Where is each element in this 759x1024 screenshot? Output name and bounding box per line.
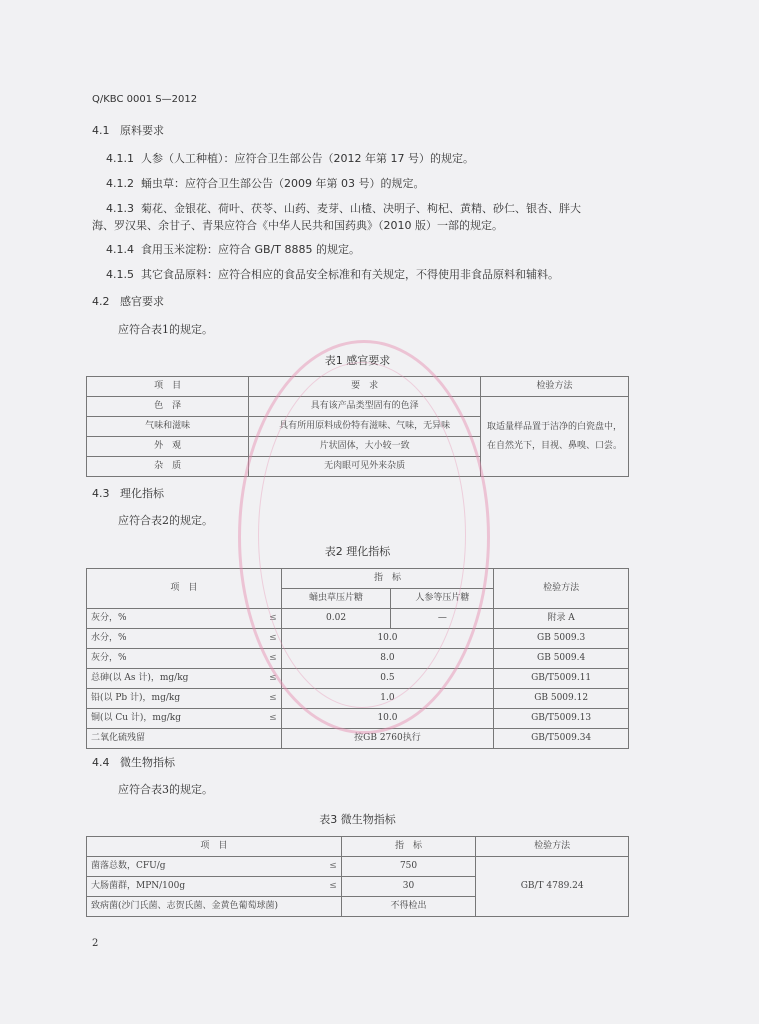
table2-subheader-ginseng: 人参等压片糖 [391, 589, 494, 609]
table3-header-item: 项 目 [87, 837, 342, 857]
table2-caption: 表2 理化指标 [324, 545, 391, 558]
table-row [87, 689, 629, 709]
table2-cell-value: 1.0 [281, 689, 494, 709]
table-row [87, 669, 629, 689]
table3-caption: 表3 微生物指标 [319, 813, 396, 826]
table3-cell-item: 菌落总数，CFU/g [87, 857, 312, 877]
table1-cell-requirement: 具有所用原料成份特有滋味、气味，无异味 [249, 417, 481, 437]
clause-4-1-2 [106, 177, 424, 191]
clause-text: 人参（人工种植）：应符合卫生部公告（2012 年第 17 号）的规定。 [141, 152, 474, 165]
table1-cell-item: 色 泽 [87, 397, 249, 417]
table2-cell-symbol: ≤ [251, 609, 281, 629]
table2-cell-item: 铜(以 Cu 计)，mg/kg [87, 709, 252, 729]
table2-cell-symbol [251, 729, 281, 749]
table2-cell-symbol: ≤ [251, 689, 281, 709]
section-title: 原料要求 [120, 124, 164, 137]
method-line: 在自然光下，目视、鼻嗅、口尝。 [486, 440, 622, 451]
table1-cell-item: 气味和滋味 [87, 417, 249, 437]
table1-cell-requirement: 无肉眼可见外来杂质 [249, 457, 481, 477]
table3-cell-method: GB/T 4789.24 [476, 857, 629, 917]
table2-cell-method: 附录 A [494, 609, 629, 629]
section-4-2-heading [92, 295, 164, 309]
table1-cell-item: 外 观 [87, 437, 249, 457]
clause-text: 食用玉米淀粉：应符合 GB/T 8885 的规定。 [141, 243, 360, 256]
table2-cell-value: 10.0 [281, 629, 494, 649]
method-line: 取适量样品置于洁净的白瓷盘中， [486, 421, 622, 432]
page-number: 2 [92, 938, 99, 949]
table2-cell-item: 灰分，% [87, 609, 252, 629]
table2-subheader-cordyceps: 蛹虫草压片糖 [281, 589, 391, 609]
table2-cell-value: 按GB 2760执行 [281, 729, 494, 749]
table-row [87, 709, 629, 729]
table2-physicochemical [86, 568, 629, 749]
table2-cell-item: 二氧化硫残留 [87, 729, 252, 749]
table2-cell-symbol: ≤ [251, 669, 281, 689]
section-number: 4.3 [92, 487, 110, 500]
clause-text: 其它食品原料：应符合相应的食品安全标准和有关规定，不得使用非食品原料和辅料。 [141, 268, 559, 281]
section-4-3-body: 应符合表2的规定。 [118, 514, 213, 527]
table-row [87, 649, 629, 669]
section-4-4-heading [92, 756, 175, 770]
clause-number: 4.1.4 [106, 243, 134, 256]
table2-cell-value: 0.5 [281, 669, 494, 689]
table2-cell-symbol: ≤ [251, 709, 281, 729]
table1-caption: 表1 感官要求 [324, 354, 391, 367]
table1-sensory [86, 376, 629, 477]
table3-cell-value: 30 [341, 877, 476, 897]
section-title: 理化指标 [120, 487, 164, 500]
clause-4-1-5 [106, 268, 559, 282]
table3-cell-value: 不得检出 [341, 897, 476, 917]
section-title: 微生物指标 [120, 756, 175, 769]
table1-header-requirement: 要 求 [249, 377, 481, 397]
section-number: 4.2 [92, 295, 110, 308]
section-4-2-body: 应符合表1的规定。 [118, 323, 213, 336]
section-4-3-heading [92, 487, 164, 501]
table1-cell-requirement: 具有该产品类型固有的色泽 [249, 397, 481, 417]
clause-4-1-3-continued: 海、罗汉果、余甘子、青果应符合《中华人民共和国药典》（2010 版）一部的规定。 [92, 219, 503, 232]
clause-number: 4.1.3 [106, 202, 134, 215]
clause-number: 4.1.5 [106, 268, 134, 281]
table2-cell-method: GB/T5009.13 [494, 709, 629, 729]
table2-cell-method: GB/T5009.11 [494, 669, 629, 689]
table2-cell-item: 水分，% [87, 629, 252, 649]
table2-cell-value: 0.02 [281, 609, 391, 629]
table3-microbiological [86, 836, 629, 917]
table-row [87, 609, 629, 629]
section-number: 4.4 [92, 756, 110, 769]
clause-number: 4.1.1 [106, 152, 134, 165]
table2-cell-value: — [391, 609, 494, 629]
clause-4-1-4 [106, 243, 360, 257]
table2-cell-method: GB 5009.12 [494, 689, 629, 709]
table2-cell-method: GB 5009.4 [494, 649, 629, 669]
table2-cell-value: 10.0 [281, 709, 494, 729]
table2-header-method: 检验方法 [494, 569, 629, 609]
table2-cell-method: GB 5009.3 [494, 629, 629, 649]
table1-cell-item: 杂 质 [87, 457, 249, 477]
clause-text: 菊花、金银花、荷叶、茯苓、山药、麦芽、山楂、决明子、枸杞、黄精、砂仁、银杏、胖大 [141, 202, 581, 215]
table2-header-item: 项 目 [87, 569, 282, 609]
clause-text: 蛹虫草：应符合卫生部公告（2009 年第 03 号）的规定。 [141, 177, 425, 190]
table3-cell-item: 致病菌(沙门氏菌、志贺氏菌、金黄色葡萄球菌) [87, 897, 342, 917]
clause-4-1-3 [106, 202, 581, 216]
table2-cell-symbol: ≤ [251, 629, 281, 649]
table3-header-indicator: 指 标 [341, 837, 476, 857]
section-number: 4.1 [92, 124, 110, 137]
table-row [87, 629, 629, 649]
table2-cell-value: 8.0 [281, 649, 494, 669]
table2-cell-symbol: ≤ [251, 649, 281, 669]
table3-cell-symbol: ≤ [311, 877, 341, 897]
document-code: Q/KBC 0001 S—2012 [92, 94, 198, 105]
table3-cell-item: 大肠菌群，MPN/100g [87, 877, 312, 897]
table1-header-item: 项 目 [87, 377, 249, 397]
section-title: 感官要求 [120, 295, 164, 308]
table-row [87, 397, 629, 417]
table2-cell-item: 灰分，% [87, 649, 252, 669]
clause-number: 4.1.2 [106, 177, 134, 190]
table3-cell-value: 750 [341, 857, 476, 877]
table1-cell-requirement: 片状固体，大小较一致 [249, 437, 481, 457]
section-4-1-heading [92, 124, 164, 138]
table2-cell-method: GB/T5009.34 [494, 729, 629, 749]
table3-cell-symbol: ≤ [311, 857, 341, 877]
table2-header-indicator: 指 标 [281, 569, 494, 589]
table2-cell-item: 铅(以 Pb 计)，mg/kg [87, 689, 252, 709]
section-4-4-body: 应符合表3的规定。 [118, 783, 213, 796]
table2-cell-item: 总砷(以 As 计)，mg/kg [87, 669, 252, 689]
table1-cell-method [481, 397, 629, 477]
table3-header-method: 检验方法 [476, 837, 629, 857]
clause-4-1-1 [106, 152, 474, 166]
table1-header-method: 检验方法 [481, 377, 629, 397]
table-row [87, 729, 629, 749]
table-row [87, 857, 629, 877]
